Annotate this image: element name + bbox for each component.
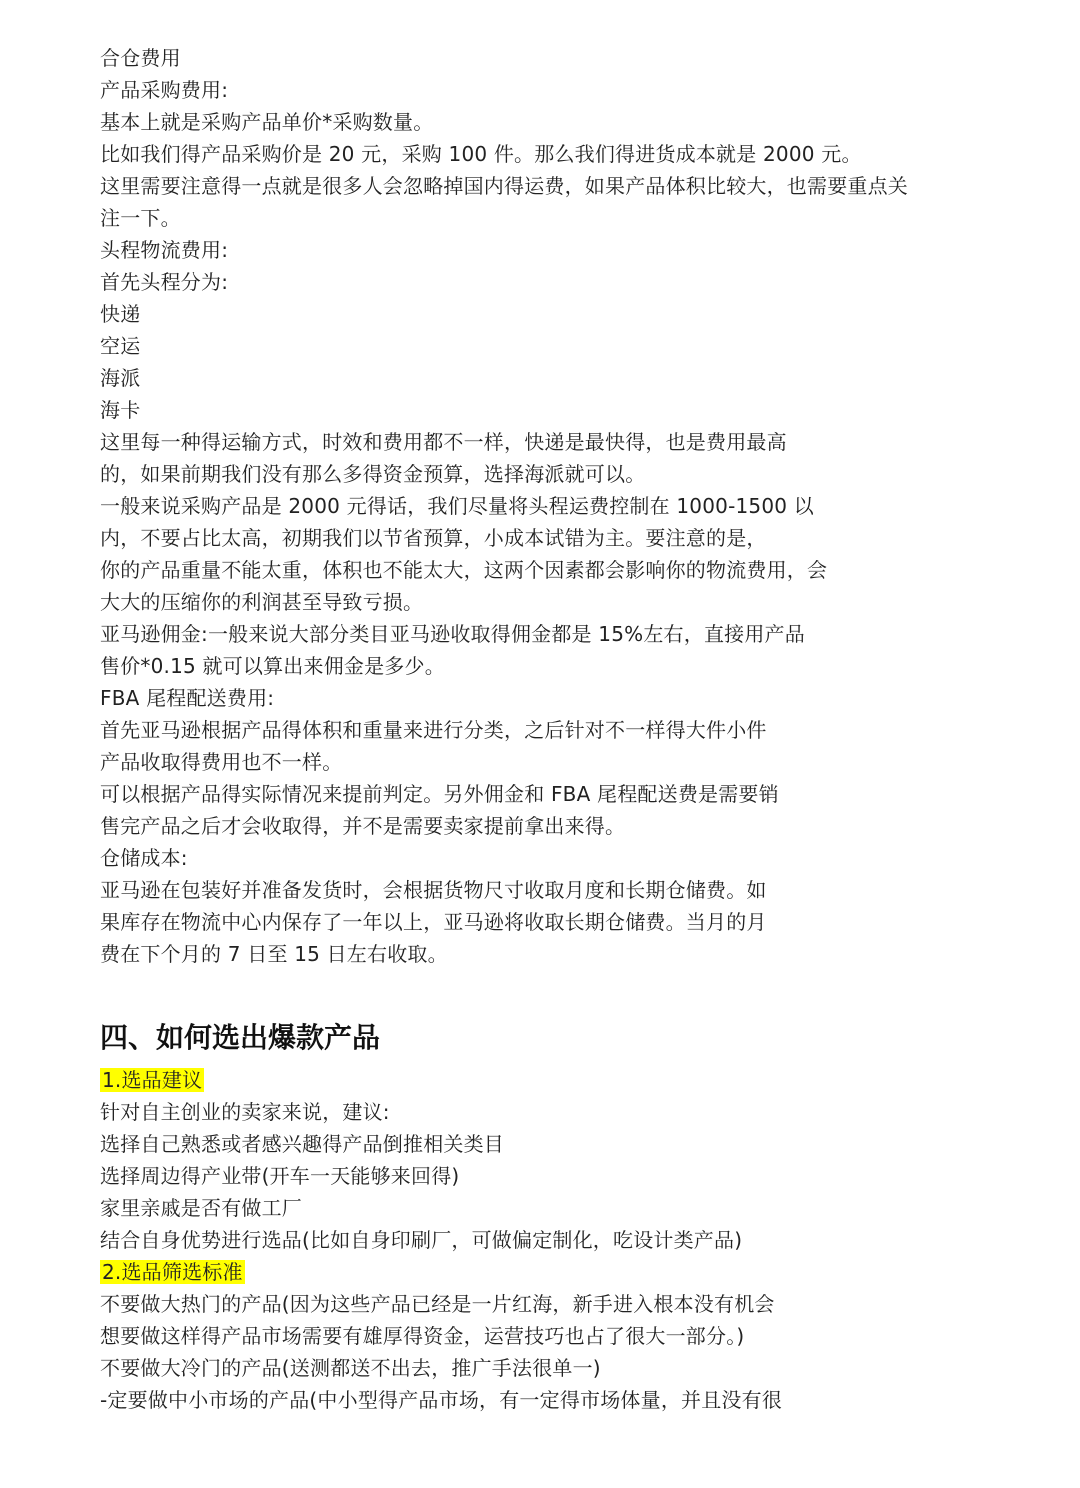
paragraph-line: FBA 尾程配送费用:: [100, 686, 275, 710]
paragraph-line: 仓储成本:: [100, 846, 188, 870]
document-page: [100, 42, 980, 1416]
paragraph-line: 不要做大热门的产品(因为这些产品已经是一片红海，新手进入根本没有机会: [100, 1292, 775, 1316]
paragraph-line: 售价*0.15 就可以算出来佣金是多少。: [100, 654, 445, 678]
subheading-line: [100, 1064, 980, 1096]
cost-section: [100, 42, 980, 970]
highlighted-subheading: 2.选品筛选标准: [102, 1260, 243, 1284]
paragraph-line: 针对自主创业的卖家来说，建议:: [100, 1100, 390, 1124]
list-item: 海卡: [100, 398, 141, 422]
paragraph-line: 合仓费用: [100, 46, 181, 70]
list-item: 空运: [100, 334, 141, 358]
paragraph-line: 产品收取得费用也不一样。: [100, 750, 343, 774]
subheading-line: [100, 1256, 980, 1288]
paragraph-line: 你的产品重量不能太重，体积也不能太大，这两个因素都会影响你的物流费用，会: [100, 558, 828, 582]
paragraph-line: -定要做中小市场的产品(中小型得产品市场，有一定得市场体量，并且没有很: [100, 1388, 783, 1412]
paragraph-line: 亚马逊佣金:一般来说大部分类目亚马逊收取得佣金都是 15%左右，直接用产品: [100, 622, 805, 646]
paragraph-line: 首先亚马逊根据产品得体积和重量来进行分类，之后针对不一样得大件小件: [100, 718, 767, 742]
selection-criteria-section: [100, 1256, 980, 1416]
paragraph-line: 大大的压缩你的利润甚至导致亏损。: [100, 590, 424, 614]
paragraph-line: 基本上就是采购产品单价*采购数量。: [100, 110, 434, 134]
paragraph-line: 售完产品之后才会收取得，并不是需要卖家提前拿出来得。: [100, 814, 626, 838]
section-heading: 四、如何选出爆款产品: [100, 1021, 381, 1054]
paragraph-line: 结合自身优势进行选品(比如自身印刷厂，可做偏定制化，吃设计类产品): [100, 1228, 743, 1252]
paragraph-line: 想要做这样得产品市场需要有雄厚得资金，运营技巧也占了很大一部分。): [100, 1324, 745, 1348]
list-item: 海派: [100, 366, 141, 390]
highlighted-subheading: 1.选品建议: [102, 1068, 203, 1092]
paragraph-line: 亚马逊在包装好并准备发货时，会根据货物尺寸收取月度和长期仓储费。如: [100, 878, 767, 902]
paragraph-line: 果库存在物流中心内保存了一年以上，亚马逊将收取长期仓储费。当月的月: [100, 910, 767, 934]
paragraph-line: 选择周边得产业带(开车一天能够来回得): [100, 1164, 460, 1188]
paragraph-line: 家里亲戚是否有做工厂: [100, 1196, 302, 1220]
paragraph-line: 一般来说采购产品是 2000 元得话，我们尽量将头程运费控制在 1000-1500 以: [100, 494, 814, 518]
paragraph-line: 可以根据产品得实际情况来提前判定。另外佣金和 FBA 尾程配送费是需要销: [100, 782, 779, 806]
paragraph-line: 注一下。: [100, 206, 181, 230]
list-item: 快递: [100, 302, 141, 326]
paragraph-line: 不要做大冷门的产品(送测都送不出去，推广手法很单一): [100, 1356, 601, 1380]
paragraph-line: 产品采购费用:: [100, 78, 229, 102]
selection-advice-section: [100, 1064, 980, 1256]
paragraph-line: 首先头程分为:: [100, 270, 229, 294]
paragraph-line: 费在下个月的 7 日至 15 日左右收取。: [100, 942, 448, 966]
paragraph-line: 这里每一种得运输方式，时效和费用都不一样，快递是最快得，也是费用最高: [100, 430, 787, 454]
paragraph-line: 的，如果前期我们没有那么多得资金预算，选择海派就可以。: [100, 462, 646, 486]
paragraph-line: 这里需要注意得一点就是很多人会忽略掉国内得运费，如果产品体积比较大，也需要重点关: [100, 174, 908, 198]
paragraph-line: 选择自己熟悉或者感兴趣得产品倒推相关类目: [100, 1132, 504, 1156]
paragraph-line: 比如我们得产品采购价是 20 元，采购 100 件。那么我们得进货成本就是 2000 元。: [100, 142, 862, 166]
paragraph-line: 头程物流费用:: [100, 238, 229, 262]
paragraph-line: 内，不要占比太高，初期我们以节省预算，小成本试错为主。要注意的是，: [100, 526, 767, 550]
